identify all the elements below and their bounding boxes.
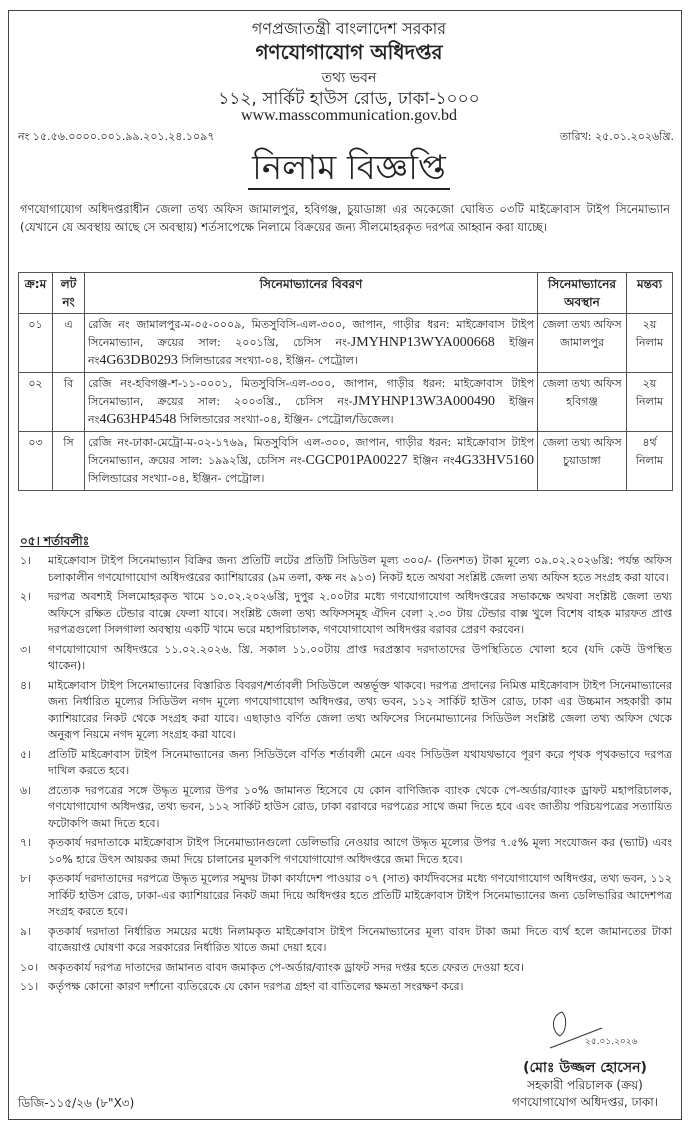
condition-item bbox=[20, 924, 672, 957]
condition-item bbox=[20, 553, 672, 586]
col-lot: লট নং bbox=[53, 273, 85, 314]
govt-name: গণপ্রজাতন্ত্রী বাংলাদেশ সরকার bbox=[251, 19, 447, 38]
chassis-number: CGCP01PA00227 bbox=[305, 453, 408, 468]
engine-label: ইঞ্জিন নং bbox=[407, 454, 455, 467]
condition-item bbox=[20, 642, 672, 675]
condition-number: ৯। bbox=[20, 924, 32, 938]
condition-number: ১। bbox=[20, 554, 32, 567]
condition-text: অকৃতকার্য দরপত্র দাতাদের জামানত বাবদ জমাকৃত পে-অর্ডার/ব্যাংক ড্রাফট সদর দপ্তর হতে ফেরত দেওয়া হবে। bbox=[48, 960, 524, 974]
condition-text: কৃতকার্য দরদাতাদের দরপত্রে উদ্ধৃত মূল্যের সমুদয় টাকা কার্যাদেশ পাওয়ার ০৭ (সাত) কার্যদিবসের মধ্যে গণযোগাযোগ অধিদপ্তর, তথ্য ভবন, ১১২ সার্কিট হাউস রোড, ঢাকা-এর ক্যাশিয়ারের নিকট জমা দিয়ে অধিদপ্তর হতে প্রতিটি মাইক্রোবাস টাইপ সিনেমাভ্যানের জন্য ডেলিভারির আদেশপত্র সংগ্রহ করতে হবে। bbox=[48, 872, 672, 918]
serial-cell: ০১ bbox=[19, 314, 53, 373]
condition-item bbox=[20, 835, 672, 868]
auction-table bbox=[18, 272, 673, 491]
conditions-list bbox=[20, 553, 672, 999]
condition-number: ৮। bbox=[20, 872, 32, 885]
lot-cell: সি bbox=[53, 432, 85, 491]
chassis-number: JMYHNP13WYA000668 bbox=[350, 335, 495, 350]
col-description: সিনেমাভ্যানের বিবরণ bbox=[85, 273, 538, 314]
condition-number: ৩। bbox=[20, 642, 32, 656]
remark-cell: ২য় নিলাম bbox=[627, 373, 673, 432]
engine-label: ইঞ্জিন নং bbox=[88, 336, 534, 367]
desc-text-end: সিলিন্ডারের সংখ্যা-০৪, ইঞ্জিন- পেট্রোল/ডিজেল। bbox=[176, 413, 394, 426]
condition-text: দরপত্র অবশ্যই সিলমোহরকৃত খামে ১০.০২.২০২৬খ্রি, দুপুর ২.০০টার মধ্যে গণযোগাযোগ অধিদপ্তরের সভাকক্ষে অথবা সংশ্লিষ্ট জেলা তথ্য অফিসে রক্ষিত টেন্ডার বাক্সে ফেলা যাবে। সংশ্লিষ্ট জেলা তথ্য অফিসসমূহ ঐদিন বেলা ২.৩০ টায় টেন্ডার বাক্স খুলে বিশেষ বাহক মারফত প্রাপ্ত দরপত্রগুলো সিলগালা অবস্থায় একটি খামে ভরে মহাপরিচালক, গণযোগাযোগ অধিদপ্তর বরাবর প্রেরণ করবেন। bbox=[48, 590, 672, 636]
condition-item bbox=[20, 979, 672, 996]
notice-title-text: নিলাম বিজ্ঞপ্তি bbox=[248, 148, 450, 190]
website-link[interactable]: www.masscommunication.gov.bd bbox=[240, 107, 458, 124]
conditions-heading: ০৫। শর্তাবলীঃ bbox=[20, 534, 90, 548]
desc-text-end: সিলিন্ডারের সংখ্যা-০৪, ইঞ্জিন- পেট্রোল। bbox=[88, 472, 265, 485]
table-header-row bbox=[19, 273, 673, 314]
condition-item bbox=[20, 783, 672, 833]
engine-number: 4G63HP4548 bbox=[99, 412, 177, 427]
condition-text: মাইক্রোবাস টাইপ সিনেমাভ্যান বিক্রির জন্য প্রতিটি লটের প্রতিটি সিডিউল মূল্য ৩০০/- (তিনশত) টাকা মূল্যে ০৯.০২.২০২৬খ্রি: পর্যন্ত অফিস চলাকালীন গণযোগাযোগ অধিদপ্তরের ক্যাশিয়ারের (৯ম তলা, কক্ষ নং ৯১৩) নিকট হতে অথবা সংশ্লিষ্ট জেলা তথ্য অফিস হতে সংগ্রহ করা যাবে। bbox=[48, 554, 672, 584]
address: ১১২, সার্কিট হাউস রোড, ঢাকা-১০০০ bbox=[218, 89, 480, 109]
signatory-block bbox=[512, 1060, 658, 1111]
condition-item bbox=[20, 871, 672, 921]
table-row bbox=[19, 314, 673, 373]
condition-item bbox=[20, 747, 672, 780]
remark-cell: ৪র্থ নিলাম bbox=[627, 432, 673, 491]
condition-text: কর্তৃপক্ষ কোনো কারণ দর্শানো ব্যতিরেকে যে কোন দরপত্র গ্রহণ বা বাতিলের ক্ষমতা সংরক্ষণ করে। bbox=[48, 980, 464, 993]
table-row bbox=[19, 373, 673, 432]
desc-text: রেজি নং জামালপুর-ম-০৫-০০০৯, মিতসুবিসি-এল-৩০০, জাপান, গাড়ীর ধরন: মাইক্রোবাস টাইপ সিনেমাভ্যান, ক্রয়ের সাল: ২০০১খ্রি, চেসিস নং- bbox=[88, 318, 534, 349]
col-location: সিনেমাভ্যানের অবস্থান bbox=[538, 273, 627, 314]
condition-number: ৭। bbox=[20, 836, 32, 849]
memo-date: তারিখ: ২৫.০১.২০২৬খ্রি. bbox=[559, 130, 674, 143]
serial-cell: ০২ bbox=[19, 373, 53, 432]
description-cell bbox=[85, 314, 538, 373]
condition-text: প্রতিটি মাইক্রোবাস টাইপ সিনেমাভ্যানের জন্য সিডিউলে বর্ণিত শর্তাবলী মেনে এবং সিডিউল যথাযথভাবে পূরণ করে পৃথক পৃথকভাবে দরপত্র দাখিল করতে হবে। bbox=[48, 747, 672, 777]
signatory-designation: সহকারী পরিচালক (ক্রয়) bbox=[527, 1078, 643, 1092]
signature-date: ২৫.০১.২০২৬ bbox=[585, 1037, 638, 1047]
table-row bbox=[19, 432, 673, 491]
chassis-number: JMYHNP13W3A000490 bbox=[352, 394, 496, 409]
condition-item bbox=[20, 589, 672, 639]
col-serial: ক্র:ম bbox=[19, 273, 53, 314]
notice-title bbox=[0, 142, 698, 199]
desc-text-end: সিলিন্ডারের সংখ্যা-০৪, ইঞ্জিন- পেট্রোল। bbox=[177, 354, 358, 367]
engine-number: 4G63DB0293 bbox=[99, 353, 178, 368]
signatory-name: (মোঃ উজ্জল হোসেন) bbox=[523, 1060, 647, 1076]
description-cell bbox=[85, 432, 538, 491]
remark-cell: ২য় নিলাম bbox=[627, 314, 673, 373]
condition-text: কৃতকার্য দরদাতা নির্ধারিত সময়ের মধ্যে নিলামকৃত মাইক্রোবাস টাইপ সিনেমাভ্যানের মূল্য বাবদ টাকা জমা দিতে ব্যর্থ হলে জামানতের টাকা বাজেয়াপ্ত ঘোষণা করে সরকারের নির্ধারিত খাতে জমা দেয়া হবে। bbox=[48, 924, 672, 954]
condition-text: কৃতকার্য দরদাতাকে মাইক্রোবাস টাইপ সিনেমাভ্যানগুলো ডেলিভারি নেওয়ার আগে উদ্ধৃত মূল্যের উপর ৭.৫% মূল্য সংযোজন কর (ভ্যাট) এবং ১০% হারে উৎস আয়কর জমা দিয়ে চালানের মূলকপি গণযোগাযোগ অধিদপ্তরে জমা দিতে হবে। bbox=[48, 836, 672, 866]
desc-text: রেজি নং-হবিগঞ্জ-শ-১১-০০০১, মিতসুবিসি-এল-৩০০, জাপান, গাড়ীর ধরন: মাইক্রোবাস টাইপ সিনেমাভ্যান, ক্রয়ের সাল: ২০০৩খ্রি., চেসিস নং- bbox=[88, 377, 534, 408]
lot-cell: এ bbox=[53, 314, 85, 373]
engine-number: 4G33HV5160 bbox=[454, 453, 534, 468]
condition-number: ১০। bbox=[20, 960, 39, 974]
memo-number: নং ১৫.৫৬.০০০০.০০১.৯৯.২০১.২৪.১০৯৭ bbox=[18, 130, 215, 143]
lot-cell: বি bbox=[53, 373, 85, 432]
condition-item bbox=[20, 678, 672, 744]
department-name: গণযোগাযোগ অধিদপ্তর bbox=[255, 40, 443, 64]
building-name: তথ্য ভবন bbox=[321, 70, 377, 86]
location-cell: জেলা তথ্য অফিস হবিগঞ্জ bbox=[538, 373, 627, 432]
description-cell bbox=[85, 373, 538, 432]
engine-label: ইঞ্জিন নং bbox=[88, 395, 534, 426]
signatory-office: গণযোগাযোগ অধিদপ্তর, ঢাকা। bbox=[512, 1095, 658, 1109]
condition-number: ৫। bbox=[20, 747, 32, 761]
serial-cell: ০৩ bbox=[19, 432, 53, 491]
condition-item bbox=[20, 960, 672, 977]
condition-text: মাইক্রোবাস টাইপ সিনেমাভ্যানের বিস্তারিত বিবরণ/শর্তাবলী সিডিউলে অন্তর্ভূক্ত থাকবে। দরপত্র প্রদানের নিমিত্ত মাইক্রোবাস টাইপ সিনেমাভ্যানের জন্য নির্ধারিত মূল্যের সিডিউল নগদ মূল্যে গণযোগাযোগ অধিদপ্তর, তথ্য ভবন, ১১২ সার্কিট হাউস রোড, ঢাকা এর উচ্চমান সহকারী কাম ক্যাশিয়ারের নিকট থেকে সংগ্রহ করা যাবে। এছাড়াও বর্ণিত জেলা তথ্য অফিসের সিনেমাভ্যানের সিডিউল সংশ্লিষ্ট জেলা তথ্য অফিস থেকে অনুরূপ নিয়মে নগদ মূল্যে সংগ্রহ করা যাবে। bbox=[48, 678, 672, 741]
condition-number: ৬। bbox=[20, 783, 32, 797]
condition-text: প্রত্যেক দরপত্রের সঙ্গে উদ্ধৃত মূল্যের উপর ১০% জামানত হিসেবে যে কোন বাণিজ্যিক ব্যাংক থেকে পে-অর্ডার/ব্যাংক ড্রাফট মহাপরিচালক, গণযোগাযোগ অধিদপ্তর, তথ্য ভবন, ১১২ সার্কিট হাউস রোড, ঢাকা বরাবরে দরপত্রের সাথে জমা দিতে হবে এবং জাতীয় পরিচয়পত্রের সত্যায়িত ফটোকপি জমা দিতে হবে। bbox=[48, 783, 672, 830]
intro-paragraph: গণযোগাযোগ অধিদপ্তরাধীন জেলা তথ্য অফিস জামালপুর, হবিগঞ্জ, চুয়াডাঙ্গা এর অকেজো ঘোষিত ০৩টি মাইক্রোবাস টাইপ সিনেমাভ্যান (যেখানে যে অবস্থায় আছে সে অবস্থায়) শর্তসাপেক্ষে নিলামে বিক্রয়ের জন্য সীলমোহরকৃত দরপত্র আহ্বান করা যাচ্ছে। bbox=[20, 202, 670, 234]
col-remark: মন্তব্য bbox=[627, 273, 673, 314]
desc-text: রেজি নং-ঢাকা-মেট্রো-ম-০২-১৭৬৯, মিতসুবিসি এল-৩০০, জাপান, গাড়ীর ধরন: মাইক্রোবাস টাইপ সিনেমাভ্যান, ক্রয়ের সাল: ১৯৯২খ্রি, চেসিস নং- bbox=[88, 436, 534, 467]
condition-text: গণযোগাযোগ অধিদপ্তরে ১১.০২.২০২৬. খ্রি. সকাল ১১.০০টায় প্রাপ্ত দরপ্রস্তাব দরদাতাদের উপস্থিতিতে খোলা হবে (যদি কেউ উপস্থিত থাকেন)। bbox=[48, 642, 672, 672]
condition-number: ২। bbox=[20, 590, 32, 603]
location-cell: জেলা তথ্য অফিস চুয়াডাঙ্গা bbox=[538, 432, 627, 491]
condition-number: ১১। bbox=[20, 980, 39, 993]
location-cell: জেলা তথ্য অফিস জামালপুর bbox=[538, 314, 627, 373]
footer-code: ডিজি-১১৫/২৬ (৮"X৩) bbox=[18, 1096, 135, 1110]
condition-number: ৪। bbox=[20, 678, 32, 692]
